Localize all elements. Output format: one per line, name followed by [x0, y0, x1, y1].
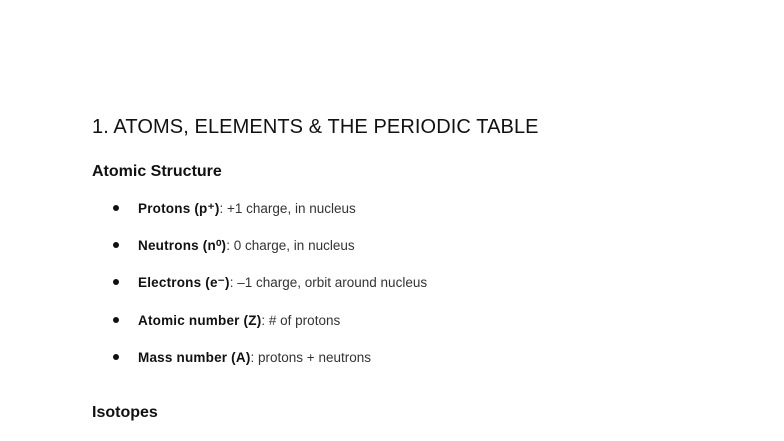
bullet-icon [113, 242, 119, 248]
desc-electrons: : –1 charge, orbit around nucleus [229, 275, 428, 290]
bullet-icon [113, 317, 119, 323]
term-electrons: Electrons (e⁻) [138, 275, 230, 290]
desc-mass-number: : protons + neutrons [250, 350, 371, 365]
term-protons: Protons (p⁺) [138, 201, 220, 216]
term-mass-number: Mass number (A) [138, 350, 251, 365]
section-title: 1. ATOMS, ELEMENTS & THE PERIODIC TABLE [92, 116, 539, 138]
list-item-atomic-number [113, 312, 340, 330]
isotopes-heading: Isotopes [92, 404, 158, 421]
list-item-electrons [113, 274, 427, 292]
atomic-structure-heading: Atomic Structure [92, 163, 222, 180]
bullet-icon [113, 279, 119, 285]
term-neutrons: Neutrons (n⁰) [138, 238, 227, 253]
bullet-icon [113, 354, 119, 360]
term-atomic-number: Atomic number (Z) [138, 313, 262, 328]
list-item-mass-number [113, 349, 371, 367]
desc-neutrons: : 0 charge, in nucleus [226, 238, 355, 253]
list-item-protons [113, 200, 356, 218]
bullet-icon [113, 205, 119, 211]
list-item-neutrons [113, 237, 355, 255]
desc-atomic-number: : # of protons [261, 313, 341, 328]
desc-protons: : +1 charge, in nucleus [219, 201, 356, 216]
